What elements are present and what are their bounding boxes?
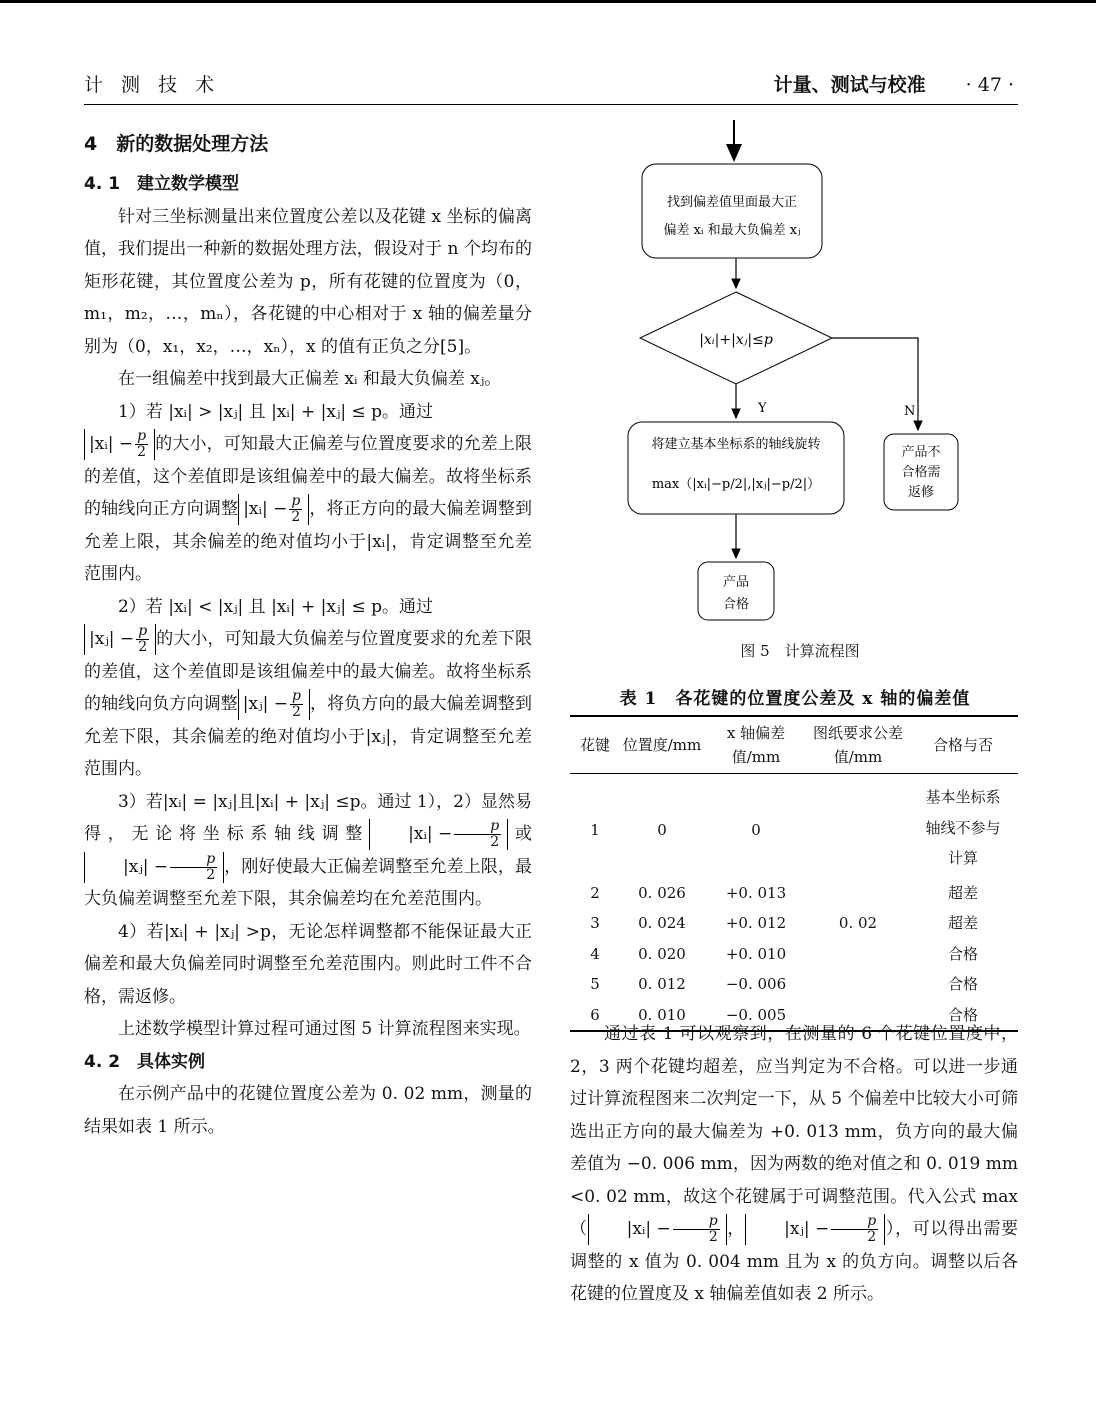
case-2-condition: 2）若 |xᵢ| < |xⱼ| 且 |xᵢ| + |xⱼ| ≤ p。通过 [118,596,434,617]
formula-abs-xj-4: |xⱼ| − $\frac{p}{2}$ [745,1214,885,1245]
cell: 0. 010 [620,1000,704,1032]
journal-name: 计 测 技 术 [84,74,221,96]
section-title: 计量、测试与校准 [773,74,926,96]
flow-decision-label: |xᵢ|+|xⱼ|≤p [699,332,773,348]
case-1-condition: 1）若 |xᵢ| > |xⱼ| 且 |xᵢ| + |xⱼ| ≤ p。通过 [118,401,434,422]
paragraph-find-deviation: 在一组偏差中找到最大正偏差 xᵢ 和最大负偏差 xⱼ。 [118,369,502,389]
section-heading-4-2: 4. 2 具体实例 [84,1051,206,1072]
flow-yes-label: Y [758,401,767,416]
paragraph-model: 针对三坐标测量出来位置度公差以及花键 x 坐标的偏离值，我们提出一种新的数据处理方法，假设对于 n 个均布的矩形花键，其位置度公差为 p，所有花键的位置度为（0，m₁，m₂，…，mₙ），各花键的中心相对于 x 轴的偏差量分别为（0，x₁，x₂，…，xₙ），x 的值有正负之分[5]。 [84,206,532,357]
cell [808,939,908,970]
table-header-row [570,716,1018,774]
cell: +0. 012 [725,914,787,932]
paragraph-example: 在示例产品中的花键位置度公差为 0. 02 mm，测量的结果如表 1 所示。 [84,1084,532,1137]
formula-abs-xi-2: |xᵢ| − $\frac{p}{2}$ [238,494,309,525]
cell: 2 [590,883,600,902]
flowchart [570,110,1030,670]
paragraph-flow-ref: 上述数学模型计算过程可通过图 5 计算流程图来实现。 [118,1019,531,1039]
col-header: 位置度/mm [620,716,704,774]
col-header: 图纸要求公差值/mm [808,716,908,774]
cell: 4 [590,944,600,963]
case-1-body: |xᵢ| − $\frac{p}{2}$ 的大小，可知最大正偏差与位置度要求的允差上限的差值，这个差值即是该组偏差中的最大偏差。故将坐标系的轴线向正方向调整 |xᵢ| − $\frac{p}{2}$ ，将正方向的最大偏差调整到允差上限，其余偏差的绝对值均小于|xᵢ|，肯定调整至允差范围内。 [84,428,533,584]
cell: 合格 [908,1000,1018,1032]
flow-box-reject-l1: 产品不 [901,445,941,460]
cell: +0. 010 [725,944,787,963]
cell: +0. 013 [725,883,787,902]
formula-abs-xi: |xᵢ| − $\frac{p}{2}$ [84,429,155,460]
cell: −0. 005 [704,1000,808,1032]
cell: 基本坐标系轴线不参与计算 [925,788,1001,867]
formula-abs-xj-3: |xⱼ| − $\frac{p}{2}$ [84,852,224,883]
flow-box-rotate-l1: 将建立基本坐标系的轴线旋转 [651,437,821,452]
section-heading-4: 4 新的数据处理方法 [84,133,269,155]
table-row [570,908,1018,939]
cell: −0. 006 [725,975,787,993]
figure-caption: 图 5 计算流程图 [740,642,860,660]
table-1 [570,715,1018,1032]
col-header: 合格与否 [908,716,1018,774]
flow-box-pass-l2: 合格 [722,597,750,612]
cell: 超差 [947,883,978,902]
formula-abs-xj-2: |xⱼ| − $\frac{p}{2}$ [238,689,310,720]
table-row [570,939,1018,970]
page-number: · 47 · [965,74,1014,96]
flow-box-find-l1: 找到偏差值里面最大正 [666,195,798,210]
cell [808,878,908,909]
top-border [0,0,1096,3]
cell: 1 [590,820,600,839]
formula-abs-xi-4: |xᵢ| − $\frac{p}{2}$ [588,1214,727,1245]
cell: 0. 026 [638,883,686,902]
table-row [570,878,1018,909]
cell: 0. 012 [638,975,686,993]
right-column-text [570,1018,1018,1311]
cell: 超差 [947,914,978,932]
paragraph-analysis: 通过表 1 可以观察到，在测量的 6 个花键位置度中，2，3 两个花键均超差，应当判定为不合格。可以进一步通过计算流程图来二次判定一下，从 5 个偏差中比较大小可筛选出正方向的最大偏差为 +0. 013 mm，负方向的最大偏差值为 −0. 006 mm，因为两数的绝对值之和 0. 019 mm <0. 02 mm，故这个花键属于可调整范围。代入公式 max（ |xᵢ| − $\frac{p}{2}$ ， |xⱼ| − $\frac{p}{2}$ ），可以得出需要调整的 x 值为 0. 004 mm 且为 x 的负方向。调整以后各花键的位置度及 x 轴偏差值如表 2 所示。 [570,1024,1019,1304]
flow-box-reject-l3: 返修 [907,485,935,500]
running-header [774,70,1014,97]
cell: 5 [590,975,600,993]
cell [808,969,908,1000]
left-column [84,124,532,1143]
cell: 0. 020 [638,944,686,963]
formula-abs-xi-3: |xᵢ| − $\frac{p}{2}$ [369,819,508,850]
col-header: x 轴偏差值/mm [704,716,808,774]
header-rule [84,104,1018,105]
section-heading-4-1: 4. 1 建立数学模型 [84,174,240,194]
flow-box-rotate [628,422,844,514]
col-header: 花键 [570,716,620,774]
flow-box-reject-l2: 合格需 [901,465,941,480]
case-3: 3）若|xᵢ| = |xⱼ|且|xᵢ| + |xⱼ| ≤p。通过 1），2）显然易得，无论将坐标系轴线调整 |xᵢ| − $\frac{p}{2}$ 或|xⱼ| − $\frac{p}{2}$ ，刚好使最大正偏差调整至允差上限，最大负偏差调整至允差下限，其余偏差均在允差范围内。 [84,791,533,909]
flow-box-rotate-l2: max（|xᵢ|−p/2|,|xⱼ|−p/2|） [651,477,821,492]
cell [808,774,908,878]
flow-box-find-l2: 偏差 xᵢ 和最大负偏差 xⱼ [663,223,801,238]
cell: 0 [751,820,761,839]
table-row [570,969,1018,1000]
cell: 3 [590,914,600,932]
formula-abs-xj: |xⱼ| − $\frac{p}{2}$ [84,624,156,655]
case-2-body: |xⱼ| − $\frac{p}{2}$ 的大小，可知最大负偏差与位置度要求的允差下限的差值，这个差值即是该组偏差中的最大偏差。故将坐标系的轴线向负方向调整 |xⱼ| − $\frac{p}{2}$ ，将负方向的最大偏差调整到允差下限，其余偏差的绝对值均小于|xⱼ|，肯定调整至允差范围内。 [84,623,533,779]
case-4: 4）若|xᵢ| + |xⱼ| >p，无论怎样调整都不能保证最大正偏差和最大负偏差同时调整至允差范围内。则此时工件不合格，需返修。 [84,921,532,1007]
table-row [570,774,1018,878]
flow-no-label: N [904,404,916,419]
cell: 合格 [947,944,978,963]
cell: 0. 024 [638,914,686,932]
cell: 0 [657,820,667,839]
cell: 合格 [947,975,978,993]
flow-box-find [642,164,822,258]
table-title: 表 1 各花键的位置度公差及 x 轴的偏差值 [619,689,971,709]
flow-box-pass-l1: 产品 [722,575,750,590]
cell: 6 [570,1000,620,1032]
cell: 0. 02 [838,914,878,932]
